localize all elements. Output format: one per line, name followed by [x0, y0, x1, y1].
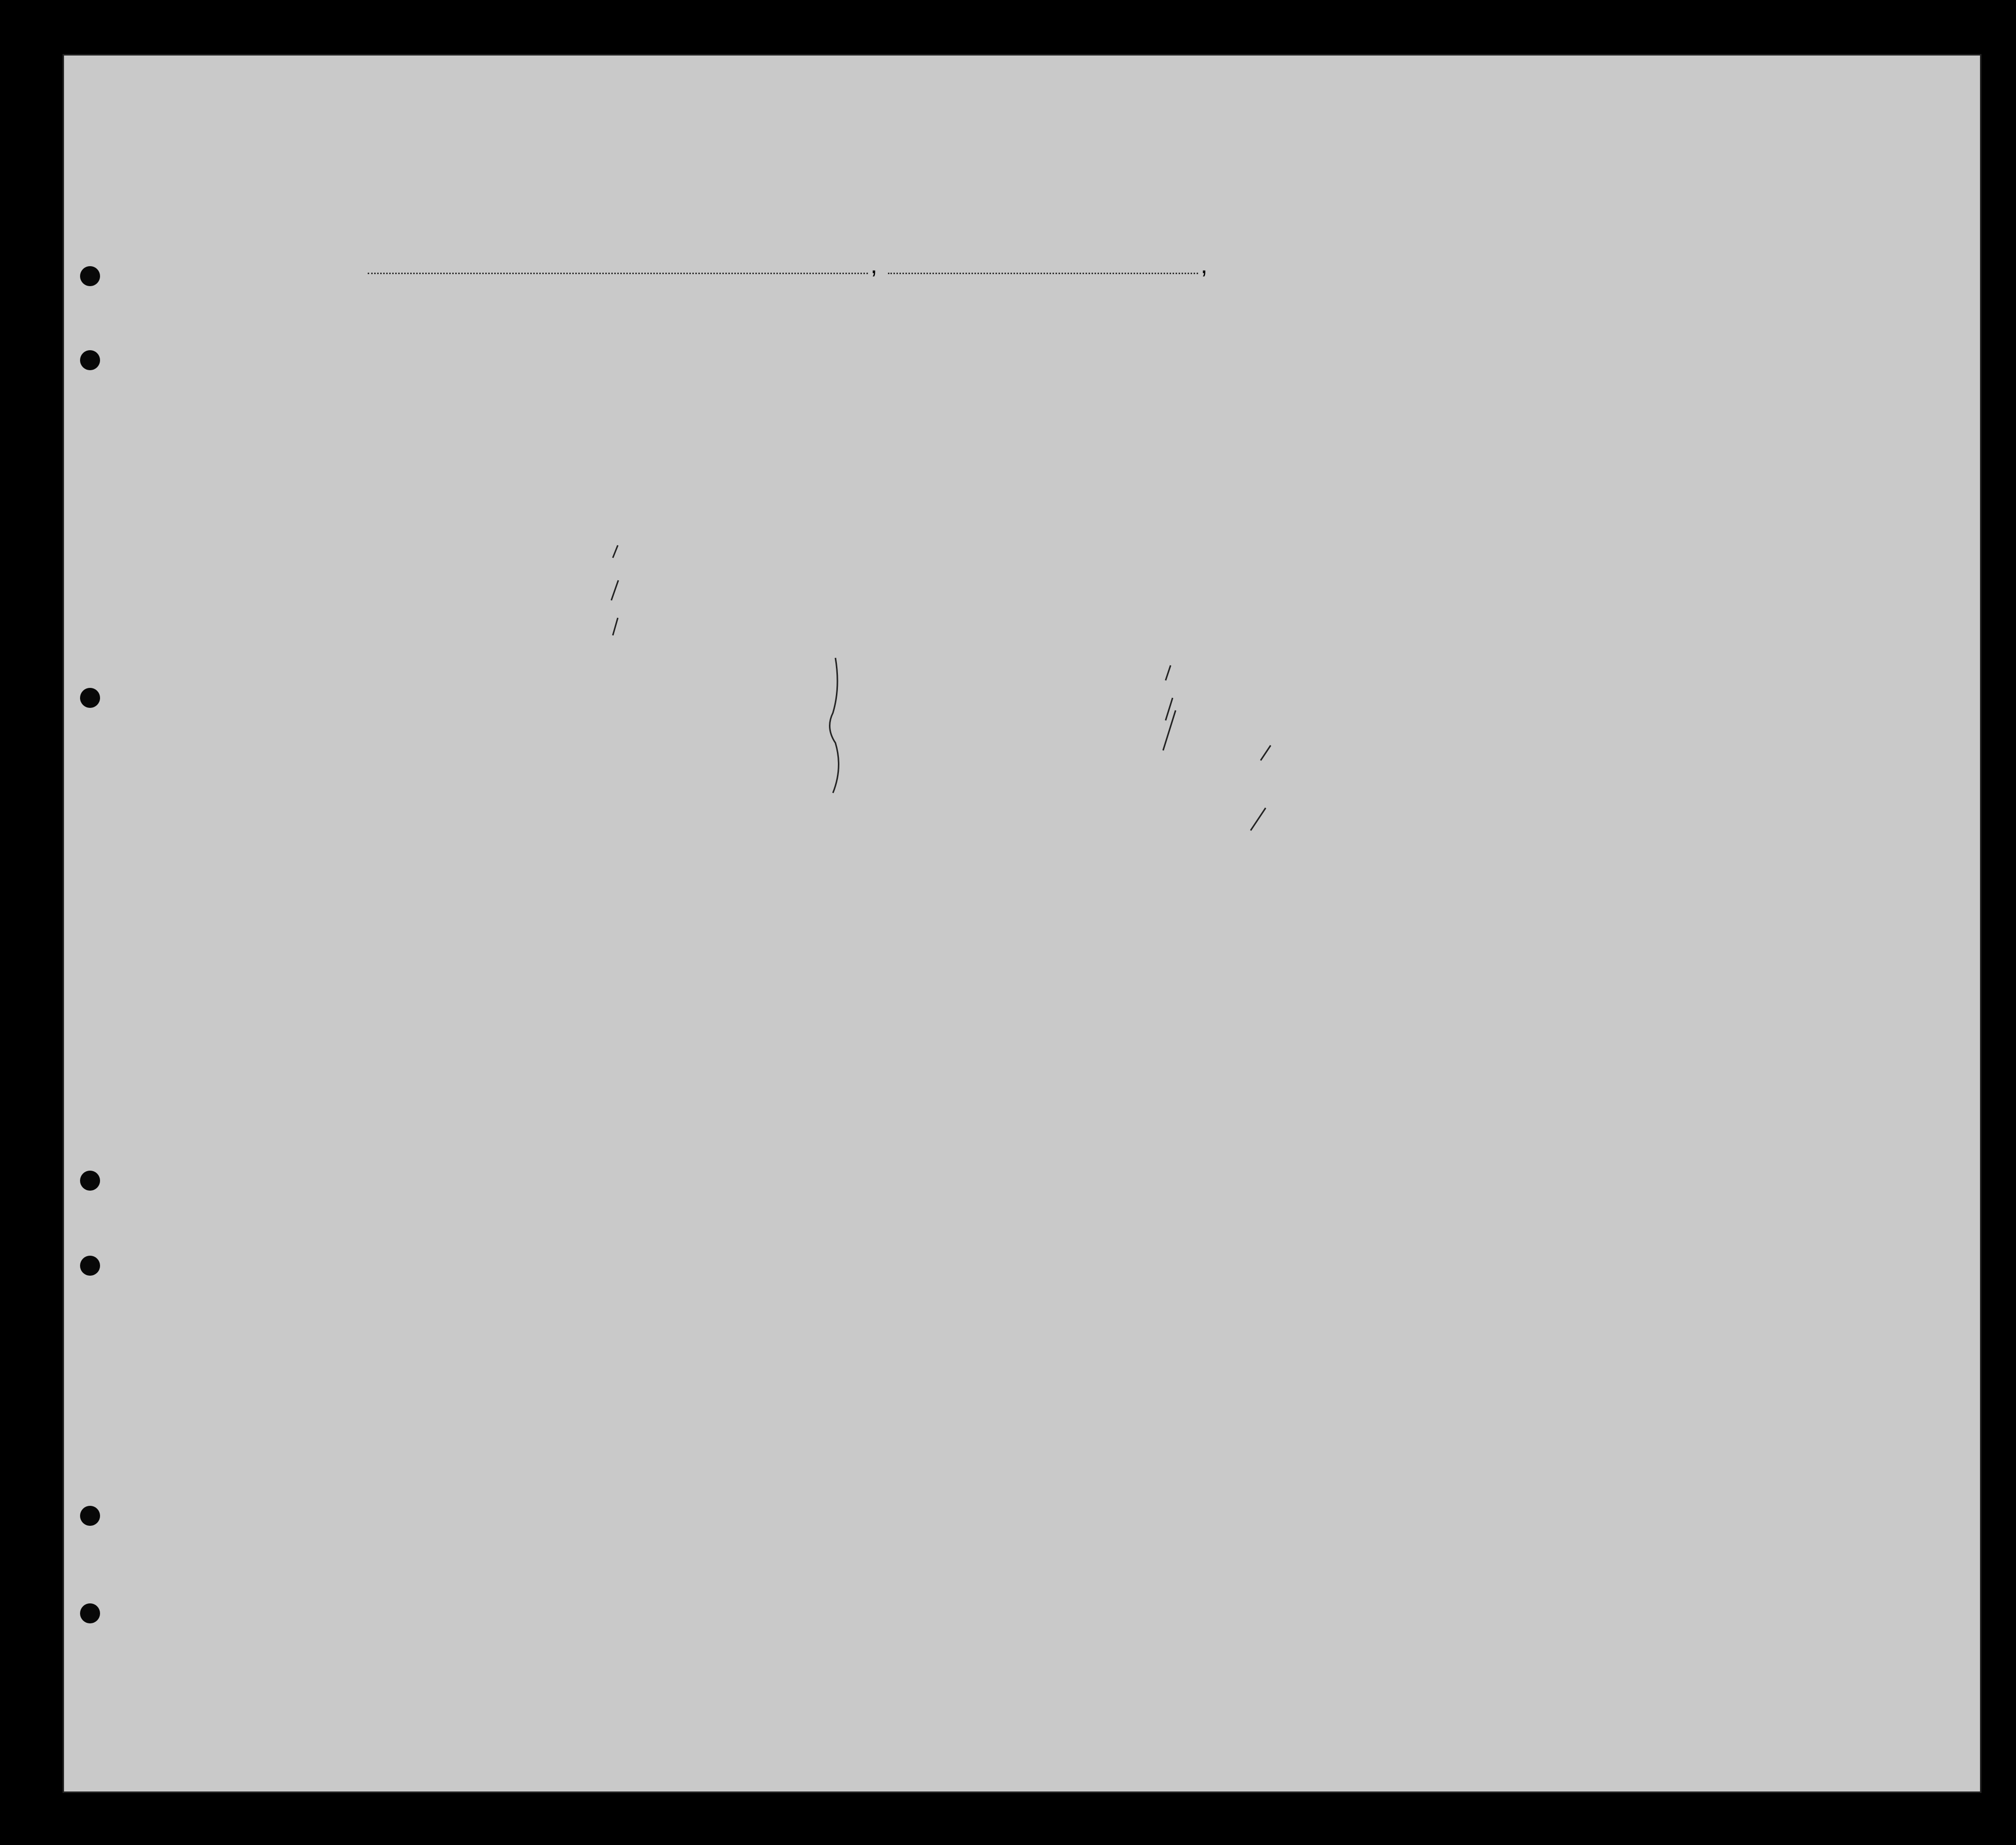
comma: , — [1201, 251, 1208, 279]
brace-mark — [830, 658, 839, 793]
check-mark — [1251, 745, 1271, 830]
check-mark — [611, 545, 618, 635]
comma: , — [870, 251, 877, 279]
check-mark — [1163, 665, 1176, 750]
